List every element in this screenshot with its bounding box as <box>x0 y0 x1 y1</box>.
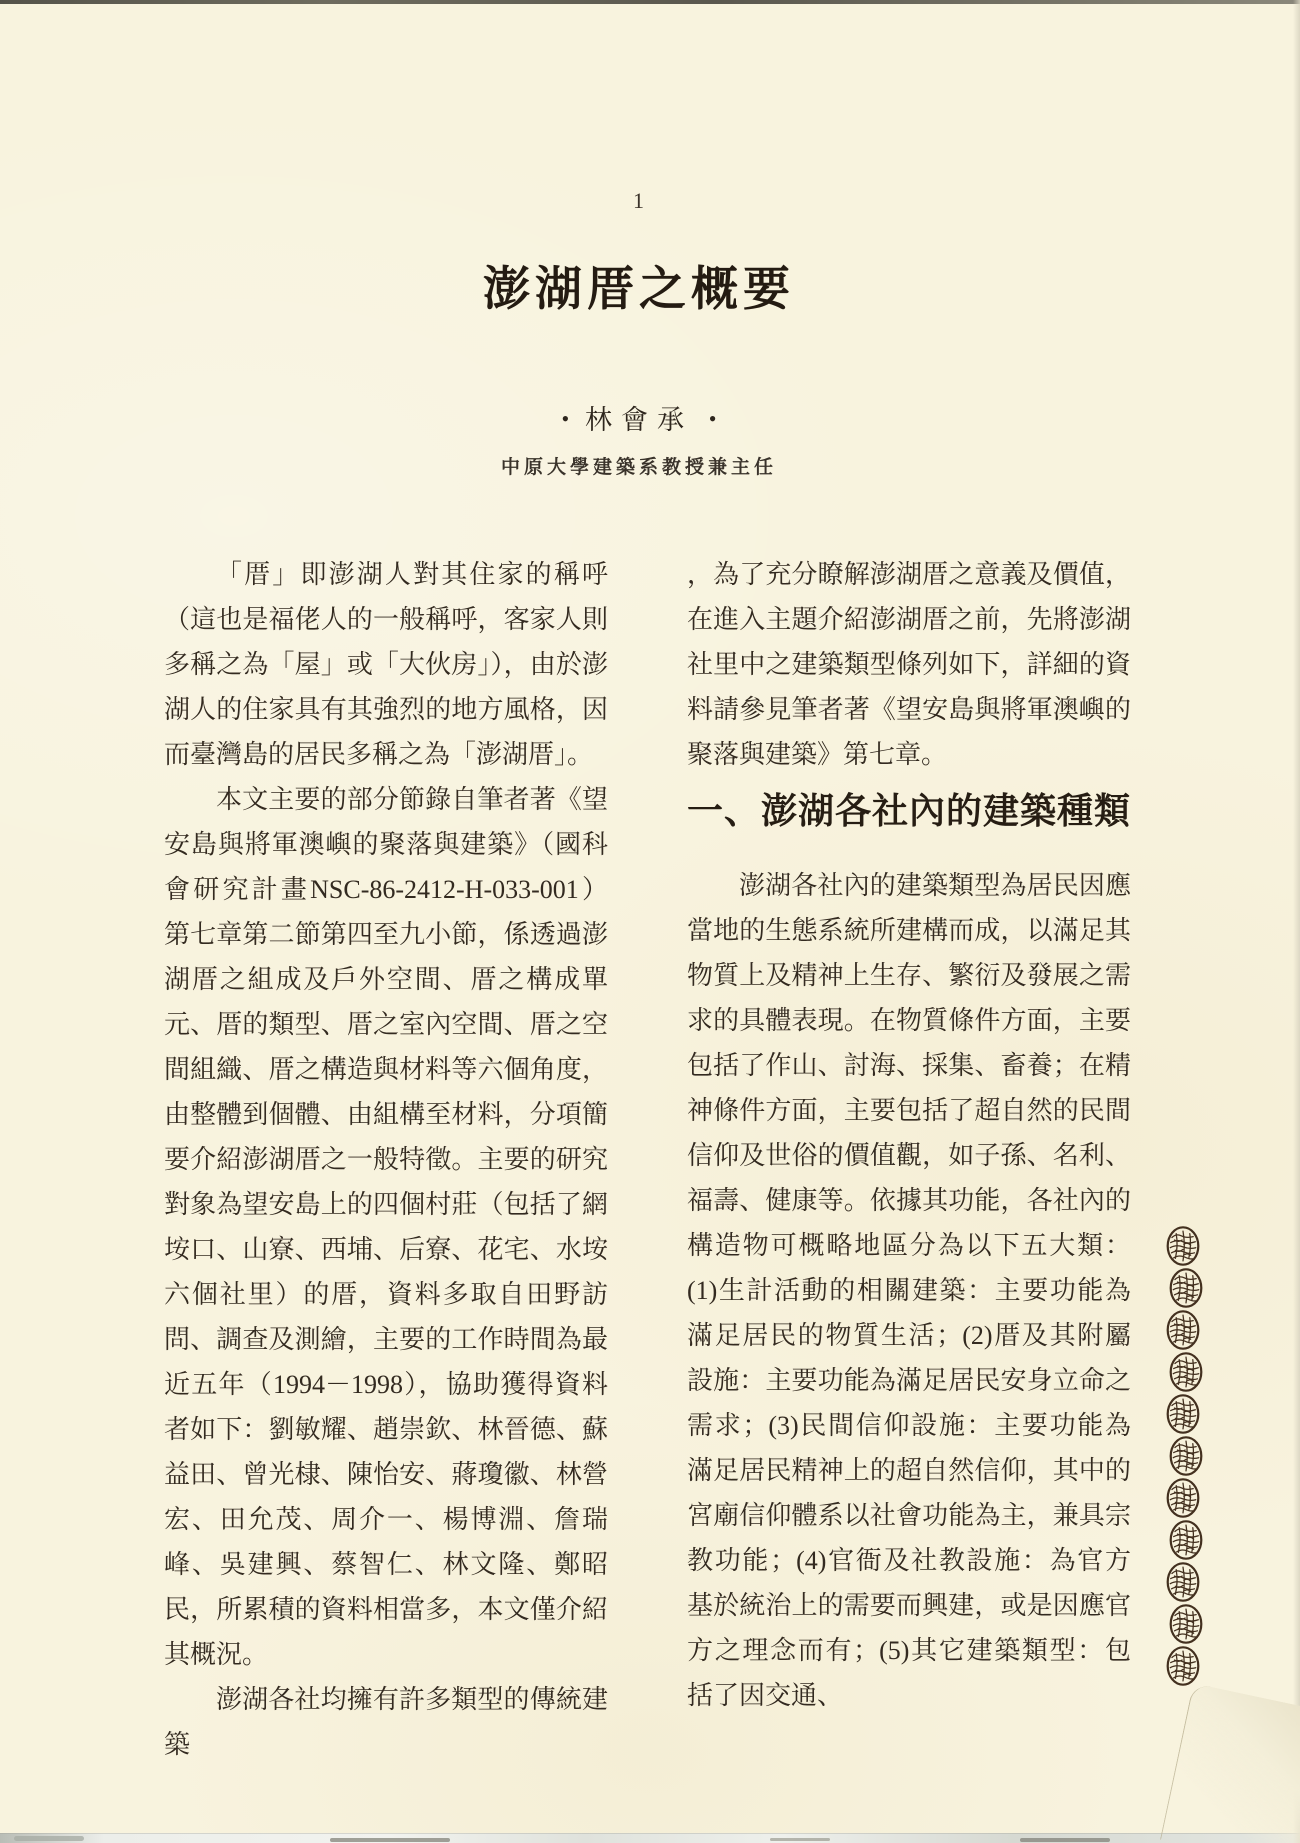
section-heading: 一、澎湖各社內的建築種類 <box>687 791 1132 831</box>
author-name: 林會承 <box>585 405 693 435</box>
oval-seal-stamp-icon <box>1166 1224 1200 1268</box>
author-bullet-left: • <box>561 406 570 431</box>
oval-seal-stamp-icon <box>1166 1392 1200 1436</box>
paragraph-crosscolumn-continuation: ，為了充分瞭解澎湖厝之意義及價值，在進入主題介紹澎湖厝之前，先將澎湖社里中之建築類型條列如下，詳細的資料請參見筆者著《望安島與將軍澳嶼的聚落與建築》第七章。 <box>687 560 1131 769</box>
scan-smudge <box>1020 1838 1110 1842</box>
oval-seal-stamp-icon <box>1166 1560 1200 1604</box>
scan-smudge <box>330 1838 450 1842</box>
scan-edge-right <box>1293 0 1300 1843</box>
oval-seal-stamp-icon <box>1169 1434 1203 1478</box>
oval-seal-stamp-icon <box>1166 1644 1200 1688</box>
oval-seal-stamp-icon <box>1169 1350 1203 1394</box>
scan-edge-top <box>0 0 1300 4</box>
author-bullet-right: • <box>708 406 717 431</box>
oval-seal-stamp-icon <box>1166 1476 1200 1520</box>
paragraph-building-types: 澎湖各社內的建築類型為居民因應當地的生態系統所建構而成，以滿足其物質上及精神上生存、繁衍及發展之需求的具體表現。在物質條件方面，主要包括了作山、討海、採集、畜養；在精神條件方面，主要包括了超自然的民間信仰及世俗的價值觀，如子孫、名利、福壽、健康等。依據其功能，各社內的構造物可概略地區分為以下五大類：(1)生計活動的相關建築：主要功能為滿足居民的物質生活；(2)厝及其附屬設施：主要功能為滿足居民安身立命之需求；(3)民間信仰設施：主要功能為滿足居民精神上的超自然信仰，其中的宮廟信仰體系以社會功能為主，兼具宗教功能；(4)官衙及社教設施：為官方基於統治上的需要而興建，或是因應官方之理念而有；(5)其它建築類型：包括了因交通、 <box>687 871 1131 1710</box>
author-line <box>0 398 1278 437</box>
oval-seal-stamp-icon <box>1169 1266 1203 1310</box>
scan-smudge <box>770 1838 830 1841</box>
page-number: 1 <box>633 188 645 213</box>
right-column <box>687 552 1131 1718</box>
paragraph-crosscolumn-start: 澎湖各社均擁有許多類型的傳統建築 <box>164 1685 608 1759</box>
article-title: 澎湖厝之概要 <box>483 264 795 316</box>
oval-seal-stamp-icon <box>1169 1518 1203 1562</box>
oval-seal-stamp-icon <box>1169 1602 1203 1646</box>
left-column <box>164 552 608 1767</box>
seal-stamp-column <box>1166 1226 1206 1688</box>
page-curl <box>1160 1683 1300 1843</box>
scan-smudge <box>14 1836 84 1841</box>
paragraph-source-note: 本文主要的部分節錄自筆者著《望安島與將軍澳嶼的聚落與建築》（國科會研究計畫NSC-86-2412-H-033-001）第七章第二節第四至九小節，係透過澎湖厝之組成及戶外空間、厝之構成單元、厝的類型、厝之室內空間、厝之空間組織、厝之構造與材料等六個角度，由整體到個體、由組構至材料，分項簡要介紹澎湖厝之一般特徵。主要的研究對象為望安島上的四個村莊（包括了網垵口、山寮、西埔、后寮、花宅、水垵六個社里）的厝，資料多取自田野訪問、調查及測繪，主要的工作時間為最近五年（1994－1998），協助獲得資料者如下：劉敏耀、趙崇欽、林晉德、蘇益田、曾光棣、陳怡安、蔣瓊徽、林營宏、田允茂、周介一、楊博淵、詹瑞峰、吳建興、蔡智仁、林文隆、鄭昭民，所累積的資料相當多，本文僅介紹其概況。 <box>164 785 608 1669</box>
author-affiliation: 中原大學建築系教授兼主任 <box>500 457 777 478</box>
paragraph-intro: 「厝」即澎湖人對其住家的稱呼（這也是福佬人的一般稱呼，客家人則多稱之為「屋」或「大伙房」），由於澎湖人的住家具有其強烈的地方風格，因而臺灣島的居民多稱之為「澎湖厝」。 <box>164 560 608 769</box>
oval-seal-stamp-icon <box>1166 1308 1200 1352</box>
